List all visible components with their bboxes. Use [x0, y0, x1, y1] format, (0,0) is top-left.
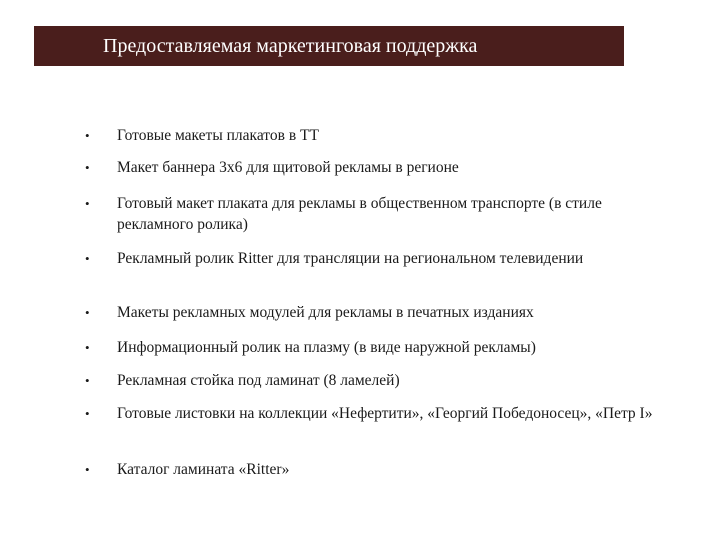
list-item-text: Готовый макет плаката для рекламы в общественном транспорте (в стиле рекламного ролика) — [117, 195, 602, 233]
bullet-icon: • — [85, 251, 90, 266]
bullet-icon: • — [85, 196, 90, 211]
list-item-text: Макет баннера 3х6 для щитовой рекламы в регионе — [117, 159, 459, 176]
bullet-icon: • — [85, 160, 90, 175]
list-item-text: Рекламный ролик Ritter для трансляции на региональном телевидении — [117, 250, 584, 267]
list-item-text: Готовые листовки на коллекции «Нефертити», «Георгий Победоносец», «Петр I» — [117, 405, 653, 422]
bullet-icon: • — [85, 462, 90, 477]
slide-title: Предоставляемая маркетинговая поддержка — [103, 35, 478, 57]
bullet-icon: • — [85, 406, 90, 421]
list-item-text: Макеты рекламных модулей для рекламы в печатных изданиях — [117, 304, 534, 321]
bullet-icon: • — [85, 128, 90, 143]
list-item-text: Информационный ролик на плазму (в виде наружной рекламы) — [117, 339, 536, 356]
list-item-text: Рекламная стойка под ламинат (8 ламелей) — [117, 372, 400, 389]
bullet-icon: • — [85, 373, 90, 388]
bullet-icon: • — [85, 305, 90, 320]
list-item-text: Каталог ламината «Ritter» — [117, 461, 290, 478]
list-item-text: Готовые макеты плакатов в ТТ — [117, 127, 319, 144]
bullet-icon: • — [85, 340, 90, 355]
